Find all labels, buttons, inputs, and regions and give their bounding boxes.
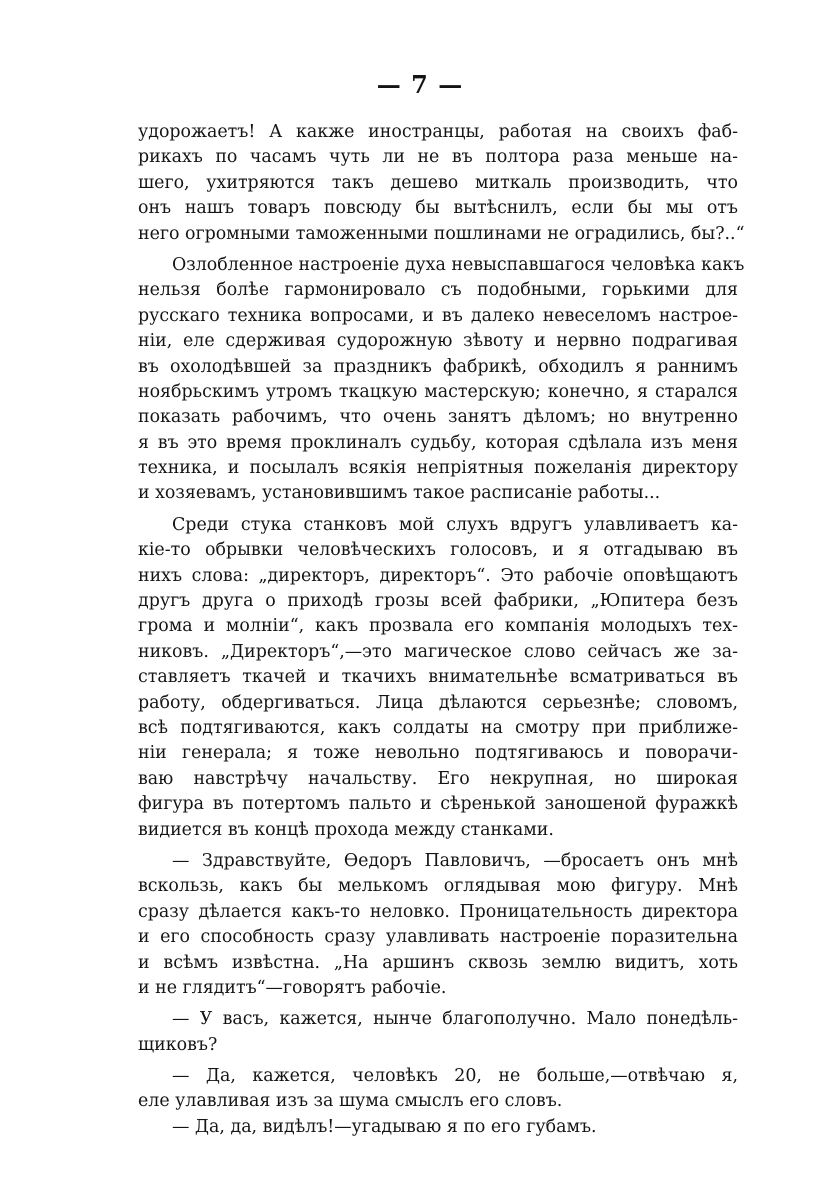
text-line: — У васъ, кажется, нынче благополучно. Мало понедѣль- — [172, 1009, 738, 1030]
text-line: сразу дѣлается какъ-то неловко. Проницательность директора — [138, 901, 738, 922]
text-line: ноябрьскимъ утромъ ткацкую мастерскую; конечно, я старался — [138, 381, 738, 402]
text-line: Среди стука станковъ мой слухъ вдругъ улавливаетъ ка- — [172, 514, 738, 535]
text-line: еле улавливая изъ за шума смыслъ его словъ. — [138, 1091, 563, 1112]
paragraph-6 — [138, 1064, 738, 1115]
text-line: рикахъ по часамъ чуть ли не въ полтора раза меньше на- — [138, 147, 738, 168]
text-line: ніи генерала; я тоже невольно подтягиваюсь и поворачи- — [138, 743, 738, 764]
text-line: видиется въ концѣ прохода между станками. — [138, 819, 554, 840]
paragraph-2 — [138, 253, 745, 507]
text-line: техника, и посылалъ всякія непріятныя пожеланія директору — [138, 458, 738, 479]
text-line: ваю навстрѣчу начальству. Его некрупная, но широкая — [138, 768, 738, 789]
text-line: щиковъ? — [138, 1034, 218, 1055]
body-text — [138, 120, 745, 1140]
paragraph-5 — [138, 1007, 738, 1058]
text-line: удорожаетъ! А какже иностранцы, работая на своихъ фаб- — [138, 122, 738, 142]
text-line: работу, обдергиваться. Лица дѣлаются серьезнѣе; словомъ, — [138, 692, 738, 713]
text-line: ставляетъ ткачей и ткачихъ внимательнѣе всматриваться въ — [138, 667, 738, 688]
text-line: другъ друга о приходѣ грозы всей фабрики, „Юпитера безъ — [138, 591, 738, 612]
text-line: въ охолодѣвшей за праздникъ фабрикѣ, обходилъ я раннимъ — [138, 356, 738, 377]
text-line: кіе-то обрывки человѣческихъ голосовъ, и я отгадываю въ — [138, 540, 738, 561]
text-line: и хозяевамъ, установившимъ такое расписаніе работы... — [138, 483, 661, 504]
text-line: ніи, еле сдерживая судорожную зѣвоту и нервно подрагивая — [138, 331, 738, 352]
text-line: — Да, да, видѣлъ!—угадываю я по его губамъ. — [172, 1116, 597, 1137]
paragraph-4 — [138, 849, 738, 1001]
text-line: нельзя болѣе гармонировало съ подобными, горькими для — [138, 280, 738, 301]
text-line: показать рабочимъ, что очень занятъ дѣломъ; но внутренно — [138, 407, 738, 428]
text-line: грома и молніи“, какъ прозвала его компанія молодыхъ тех- — [138, 616, 738, 637]
text-line: никовъ. „Директоръ“,—это магическое слово сейчасъ же за- — [138, 641, 738, 662]
text-line: русскаго техника вопросами, и въ далеко невеселомъ настрое- — [138, 305, 738, 326]
paragraph-1 — [138, 120, 745, 247]
text-line: и его способность сразу улавливать настроеніе поразительна — [138, 927, 738, 948]
text-line: я въ это время проклиналъ судьбу, которая сдѣлала изъ меня — [138, 432, 738, 453]
text-line: него огромными таможенными пошлинами не оградились, бы?..“ — [138, 223, 745, 244]
text-line: фигура въ потертомъ пальто и сѣренькой заношеной фуражкѣ — [138, 794, 738, 815]
text-line: онъ нашъ товаръ повсюду бы вытѣснилъ, если бы мы отъ — [138, 198, 738, 219]
text-line: и не глядитъ“—говорятъ рабочіе. — [138, 977, 447, 998]
paragraph-7 — [138, 1115, 738, 1140]
text-line: — Да, кажется, человѣкъ 20, не больше,—отвѣчаю я, — [172, 1066, 738, 1087]
text-line: шего, ухитряются такъ дешево миткаль производить, что — [138, 172, 738, 193]
paragraph-3 — [138, 513, 738, 843]
text-line: нихъ слова: „директоръ, директоръ“. Это рабочіе оповѣщаютъ — [138, 565, 738, 586]
text-line: вскользь, какъ бы мелькомъ оглядывая мою фигуру. Мнѣ — [138, 876, 738, 897]
text-line: Озлобленное настроеніе духа невыспавшагося человѣка какъ — [172, 254, 745, 275]
text-line: — Здравствуйте, Ѳедоръ Павловичъ, —бросаетъ онъ мнѣ — [172, 850, 738, 871]
text-line: всѣ подтягиваются, какъ солдаты на смотру при приближе- — [138, 717, 738, 738]
page-number: — 7 — — [376, 70, 464, 99]
text-line: и всѣмъ извѣстна. „На аршинъ сквозь землю видитъ, хоть — [138, 952, 738, 973]
